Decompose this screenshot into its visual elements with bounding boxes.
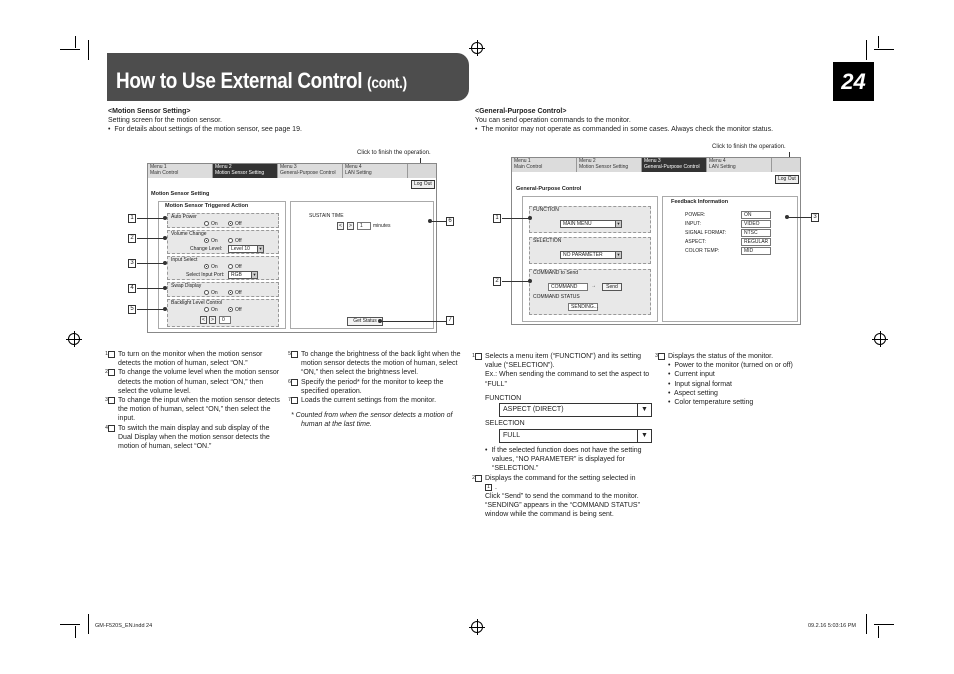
chevron-down-icon: ▼ xyxy=(637,430,651,442)
leader-line xyxy=(502,218,530,219)
sustain-decrease-button[interactable]: < xyxy=(337,222,344,230)
feedback-label: ASPECT: xyxy=(685,239,706,245)
sustain-time-label: SUSTAIN TIME xyxy=(309,213,344,219)
legend-item-5: 5 To change the brightness of the back light when the motion sensor detects the motion of human, select “ON,” then select the brightness level. xyxy=(288,351,461,377)
tab-menu-4[interactable]: Menu 4 LAN Setting xyxy=(707,158,772,172)
legend-item-2: 2 To change the volume level when the motion sensor detects the motion of human, select “ON,” then select the volume level. xyxy=(105,369,280,395)
swap-on[interactable]: On xyxy=(204,290,218,297)
leader-dot xyxy=(428,219,432,223)
radio-icon xyxy=(228,307,233,312)
function-label: FUNCTION xyxy=(485,394,522,402)
right-legend-col1 xyxy=(472,352,653,403)
volume-on[interactable]: On xyxy=(204,238,218,245)
command-field[interactable]: COMMAND xyxy=(548,283,588,291)
legend-item-7: 7 Loads the current settings from the monitor. xyxy=(288,397,437,405)
volume-change-group xyxy=(167,230,279,254)
group-label: SELECTION xyxy=(533,238,562,244)
crop-mark xyxy=(88,614,89,634)
crop-mark xyxy=(878,626,879,638)
registration-mark-icon xyxy=(68,333,80,345)
crop-mark xyxy=(866,614,867,634)
leader-line xyxy=(787,217,811,218)
radio-icon xyxy=(228,221,233,226)
callout-2: 2 xyxy=(128,234,136,243)
legend-number: 1 xyxy=(475,353,482,360)
feedback-title: Feedback Information xyxy=(671,199,729,205)
crop-mark xyxy=(874,49,894,50)
item2-text: Click “Send” to send the command to the monitor. “SENDING” appears in the “COMMAND STATUS” window while the command is being sent. xyxy=(485,493,640,519)
bullet-text: • Current input xyxy=(668,371,715,379)
leader-dot xyxy=(163,261,167,265)
tab-menu-1[interactable]: Menu 1 Main Control xyxy=(148,164,213,178)
footer-right: 09.2.16 5:03:16 PM xyxy=(808,623,857,629)
tab-menu-3[interactable]: Menu 3 General-Purpose Control xyxy=(642,158,707,172)
feedback-label: INPUT: xyxy=(685,221,701,227)
function-select[interactable]: MAIN MENU ▼ xyxy=(560,220,622,228)
radio-icon xyxy=(228,264,233,269)
command-status-label: COMMAND STATUS xyxy=(533,294,580,300)
right-legend-col2 xyxy=(655,352,828,407)
callout-3: 3 xyxy=(128,259,136,268)
legend-number: 1 xyxy=(485,484,492,491)
tab-menu-2[interactable]: Menu 2 Motion Sensor Setting xyxy=(213,164,278,178)
legend-item-1: 1 To turn on the monitor when the motion sensor detects the motion of human, select “ON.” xyxy=(105,351,263,368)
crop-mark xyxy=(866,40,867,60)
legend-number: 2 xyxy=(475,475,482,482)
sustain-box xyxy=(290,201,434,329)
leader-line xyxy=(137,218,165,219)
bullet-text: • Aspect setting xyxy=(668,389,718,397)
crop-mark xyxy=(88,40,89,60)
callout-7: 7 xyxy=(446,316,454,325)
change-level-label: Change Level: xyxy=(190,246,223,252)
legend-number: 2 xyxy=(108,369,115,376)
legend-item-2: 2 Displays the command for the setting selected in xyxy=(472,474,636,482)
group-label: Volume Change xyxy=(171,231,207,237)
legend-number: 5 xyxy=(291,351,298,358)
function-example-select[interactable]: ASPECT (DIRECT) ▼ xyxy=(499,403,652,417)
feedback-value: ON xyxy=(741,211,771,219)
callout-2: 2 xyxy=(493,277,501,286)
bullet-text: • Color temperature setting xyxy=(668,399,754,407)
crop-mark xyxy=(75,626,76,638)
radio-icon xyxy=(204,264,209,269)
leader-dot xyxy=(163,307,167,311)
chevron-down-icon: ▼ xyxy=(637,404,651,416)
input-on[interactable]: On xyxy=(204,264,218,271)
leader-line xyxy=(137,263,165,264)
page-title-banner xyxy=(107,53,469,101)
radio-icon xyxy=(228,290,233,295)
logout-button[interactable]: Log Out xyxy=(775,175,799,184)
screen-section-title: General-Purpose Control xyxy=(516,186,582,192)
feedback-box xyxy=(662,196,798,322)
left-intro xyxy=(108,107,448,134)
crop-mark xyxy=(878,36,879,48)
selection-group xyxy=(529,237,651,264)
left-legend-col2 xyxy=(288,350,466,430)
legend-number: 3 xyxy=(658,353,665,360)
legend-item-4: 4 To switch the main display and sub display of the Dual Display when the motion sensor detects the motion of human, select “ON.” xyxy=(105,424,270,451)
section-heading: <Motion Sensor Setting> xyxy=(108,108,191,115)
bullet-text: • Power to the monitor (turned on or off) xyxy=(668,362,793,370)
leader-line xyxy=(137,309,165,310)
callout-5: 5 xyxy=(128,305,136,314)
auto-power-off[interactable]: Off xyxy=(228,221,242,228)
feedback-label: POWER: xyxy=(685,212,706,218)
tab-menu-2[interactable]: Menu 2 Motion Sensor Setting xyxy=(577,158,642,172)
swap-display-group xyxy=(167,282,279,297)
callout-6: 6 xyxy=(446,217,454,226)
legend-number: 1 xyxy=(108,351,115,358)
backlight-increase-button[interactable]: > xyxy=(209,316,216,324)
auto-power-on[interactable]: On xyxy=(204,221,218,228)
input-port-label: Select Input Port: xyxy=(186,272,225,278)
auto-power-group xyxy=(167,213,279,228)
radio-icon xyxy=(204,290,209,295)
legend-number: 7 xyxy=(291,397,298,404)
right-legend-col1b xyxy=(472,446,653,520)
send-button[interactable]: Send xyxy=(602,283,622,291)
leader-dot xyxy=(378,319,382,323)
input-select-group xyxy=(167,256,279,280)
registration-mark-icon xyxy=(471,621,483,633)
backlight-group xyxy=(167,299,279,327)
sustain-increase-button[interactable]: > xyxy=(347,222,354,230)
registration-mark-icon xyxy=(874,333,886,345)
motion-sensor-screen xyxy=(147,163,437,333)
box-title: Motion Sensor Triggered Action xyxy=(165,203,249,209)
legend-number: 3 xyxy=(108,397,115,404)
legend-item-1: 1 Selects a menu item (“FUNCTION”) and its setting value (“SELECTION”). xyxy=(472,353,641,370)
sustain-value: 1 xyxy=(357,222,371,230)
left-legend-col1 xyxy=(105,350,283,451)
footnote: * Counted from when the sensor detects a motion of human at the last time. xyxy=(291,412,453,429)
legend-item-3: 3 To change the input when the motion sensor detects the motion of human, select “ON,” then select the input. xyxy=(105,397,280,423)
intro-text: You can send operation commands to the monitor. xyxy=(475,117,631,125)
swap-off[interactable]: Off xyxy=(228,290,242,297)
bullet-text: • For details about settings of the motion sensor, see page 19. xyxy=(108,126,302,134)
radio-icon xyxy=(204,307,209,312)
legend-number: 6 xyxy=(291,379,298,386)
chevron-down-icon: ▼ xyxy=(616,221,621,226)
backlight-value: 0 xyxy=(219,316,231,324)
leader-dot xyxy=(528,279,532,283)
group-label: Auto Power xyxy=(171,214,197,220)
arrow-right-icon: → xyxy=(591,283,596,289)
backlight-on[interactable]: On xyxy=(204,307,218,314)
intro-text: Setting screen for the motion sensor. xyxy=(108,117,223,125)
footer-left: GM-F520S_EN.indd 24 xyxy=(95,623,153,629)
legend-item-6: 6 Specify the period* for the monitor to keep the specified operation. xyxy=(288,378,444,395)
command-box xyxy=(522,196,658,322)
registration-mark-icon xyxy=(471,42,483,54)
input-port-select[interactable]: RGB ▼ xyxy=(228,271,258,279)
leader-dot xyxy=(785,215,789,219)
leader-line xyxy=(430,221,446,222)
leader-line xyxy=(137,288,165,289)
get-status-button[interactable]: Get Status xyxy=(347,317,383,326)
feedback-value: NTSC xyxy=(741,229,771,237)
triggered-action-box xyxy=(158,201,286,329)
crop-mark xyxy=(874,624,894,625)
minutes-label: minutes xyxy=(373,223,391,229)
tab-menu-4[interactable]: Menu 4 LAN Setting xyxy=(343,164,408,178)
legend-number: 4 xyxy=(108,425,115,432)
feedback-value: VIDEO xyxy=(741,220,771,228)
section-heading: <General-Purpose Control> xyxy=(475,108,567,115)
chevron-down-icon: ▼ xyxy=(252,272,257,277)
group-label: COMMAND to Send xyxy=(533,270,579,276)
callout-1: 1 xyxy=(128,214,136,223)
general-purpose-screen xyxy=(511,157,801,325)
input-off[interactable]: Off xyxy=(228,264,242,271)
chevron-down-icon: ▼ xyxy=(616,252,621,257)
legend-ref: 1 . xyxy=(475,483,653,492)
group-label: Backlight Level Control xyxy=(171,300,223,306)
crop-mark xyxy=(60,49,80,50)
menu-tabs xyxy=(148,164,436,178)
change-level-select[interactable]: Level 10 ▼ xyxy=(228,245,264,253)
crop-mark xyxy=(60,624,80,625)
bullet-text: • If the selected function does not have the setting values, “NO PARAMETER” is displayed for “SELECTION.” xyxy=(485,447,642,473)
leader-dot xyxy=(163,236,167,240)
screen-section-title: Motion Sensor Setting xyxy=(151,191,210,197)
radio-icon xyxy=(204,221,209,226)
radio-icon xyxy=(204,238,209,243)
page-title: How to Use External Control (cont.) xyxy=(116,68,407,93)
leader-dot xyxy=(163,286,167,290)
logout-button[interactable]: Log Out xyxy=(411,180,435,189)
command-group xyxy=(529,269,651,315)
callout-3: 3 xyxy=(811,213,819,222)
leader-line xyxy=(502,281,530,282)
leader-dot xyxy=(528,216,532,220)
click-note: Click to finish the operation. xyxy=(357,150,431,156)
right-intro xyxy=(475,107,815,134)
radio-icon xyxy=(228,238,233,243)
selection-select[interactable]: NO PARAMETER ▼ xyxy=(560,251,622,259)
example-text: Ex.: When sending the command to set the aspect to “FULL” xyxy=(485,371,650,388)
feedback-value: MID xyxy=(741,247,771,255)
chevron-down-icon: ▼ xyxy=(258,246,263,251)
bullet-text: • The monitor may not operate as commanded in some cases. Always check the monitor status. xyxy=(475,126,774,134)
group-label: Input Select xyxy=(171,257,198,263)
group-label: Swap Display xyxy=(171,283,202,289)
command-status-field: SENDING... xyxy=(568,303,598,311)
tab-menu-3[interactable]: Menu 3 General-Purpose Control xyxy=(278,164,343,178)
tab-menu-1[interactable]: Menu 1 Main Control xyxy=(512,158,577,172)
feedback-label: COLOR TEMP: xyxy=(685,248,720,254)
callout-1: 1 xyxy=(493,214,501,223)
legend-item-3: 3 Displays the status of the monitor. xyxy=(655,353,774,360)
backlight-off[interactable]: Off xyxy=(228,307,242,314)
menu-tabs xyxy=(512,158,800,172)
callout-4: 4 xyxy=(128,284,136,293)
leader-dot xyxy=(163,216,167,220)
leader-line xyxy=(380,321,446,322)
backlight-decrease-button[interactable]: < xyxy=(200,316,207,324)
bullet-text: • Input signal format xyxy=(668,380,732,388)
crop-mark xyxy=(75,36,76,48)
page-title-suffix: (cont.) xyxy=(367,75,407,92)
feedback-value: REGULAR xyxy=(741,238,771,246)
click-note: Click to finish the operation. xyxy=(712,144,786,150)
function-group xyxy=(529,206,651,233)
selection-example-select[interactable]: FULL ▼ xyxy=(499,429,652,443)
feedback-label: SIGNAL FORMAT: xyxy=(685,230,727,236)
leader-line xyxy=(137,238,165,239)
selection-label: SELECTION xyxy=(485,420,525,427)
group-label: FUNCTION xyxy=(533,207,559,213)
page-number: 24 xyxy=(833,62,874,101)
volume-off[interactable]: Off xyxy=(228,238,242,245)
